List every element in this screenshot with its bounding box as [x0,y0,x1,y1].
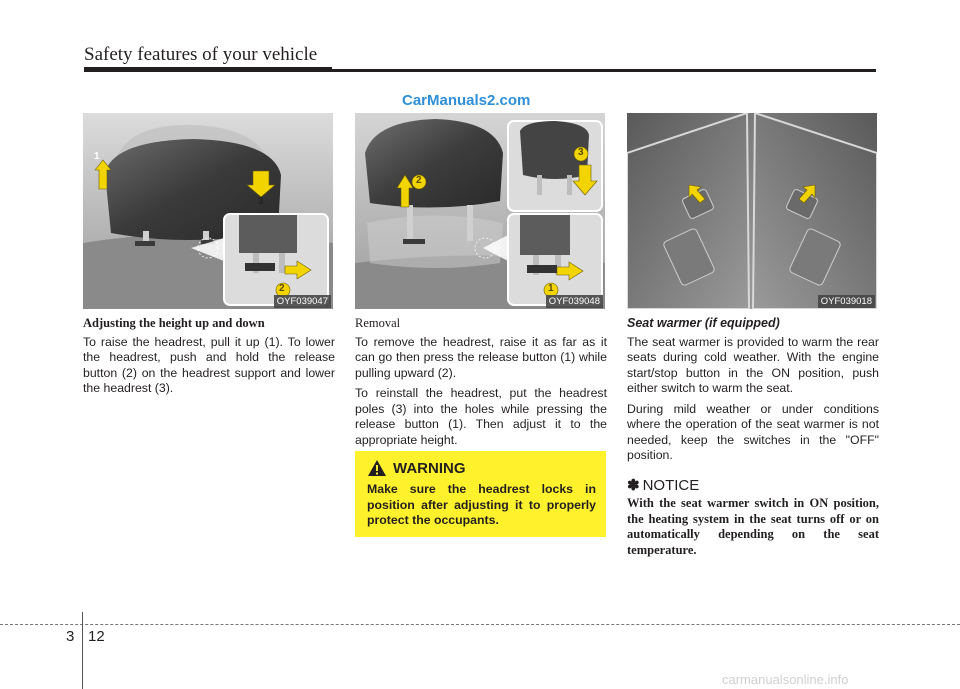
warning-box [355,451,606,537]
column-adjust [83,316,335,402]
paragraph: During mild weather or under conditions where the operation of the seat warmer is not needed, keep the switches in the "OFF" position. [627,401,879,462]
seat-warmer-illustration [627,113,877,309]
page-number: 12 [88,628,105,645]
header-rule [84,69,876,72]
section-heading: Seat warmer (if equipped) [627,316,780,330]
watermark-bottom[interactable]: carmanualsonline.info [722,672,849,687]
notice-star-icon: ✽ [627,476,640,494]
notice-header [627,478,879,494]
figure-code: OYF039048 [546,295,603,308]
figure-code: OYF039047 [274,295,331,308]
callout-1: 1 [94,151,100,162]
warning-triangle-icon [367,459,387,477]
callout-1: 1 [548,283,554,294]
warning-header [367,457,596,479]
notice-title: NOTICE [642,476,700,494]
column-removal [355,316,607,453]
callout-3: 3 [578,147,584,158]
warning-text: Make sure the headrest locks in position after adjusting it to properly protect the occupants. [367,482,596,527]
paragraph: To remove the headrest, raise it as far as it can go then press the release button (1) while pulling upward (2). [355,334,607,380]
figure-code: OYF039018 [818,295,875,308]
chapter-number: 3 [66,628,75,645]
paragraph: The seat warmer is provided to warm the rear seats during cold weather. With the engine start/stop button in the ON position, push either switch to warm the seat. [627,334,879,395]
footer-rule [0,624,960,625]
figure-headrest-removal [355,113,605,309]
figure-seat-warmer-switches [627,113,877,309]
figure-headrest-adjust [83,113,333,309]
watermark-top[interactable]: CarManuals2.com [402,92,531,109]
section-heading: Adjusting the height up and down [83,316,265,330]
notice-text: With the seat warmer switch in ON position, the heating system in the seat turns off or on automatically depending on the seat temperature. [627,496,879,557]
callout-2: 2 [416,175,422,186]
section-heading: Removal [355,316,401,330]
headrest-adjust-illustration [83,113,333,309]
header-title: Safety features of your vehicle [84,44,318,65]
paragraph: To raise the headrest, pull it up (1). To lower the headrest, push and hold the release button (2) on the headrest support and lower the headrest (3). [83,334,335,395]
footer-divider [82,612,83,689]
paragraph: To reinstall the headrest, put the headrest poles (3) into the holes while pressing the release button (1). Then adjust it to the appropriate height. [355,386,607,447]
warning-title: WARNING [393,459,466,477]
callout-3: 3 [258,196,264,207]
callout-2: 2 [279,283,285,294]
column-seat-warmer [627,316,879,563]
headrest-removal-illustration [355,113,605,309]
